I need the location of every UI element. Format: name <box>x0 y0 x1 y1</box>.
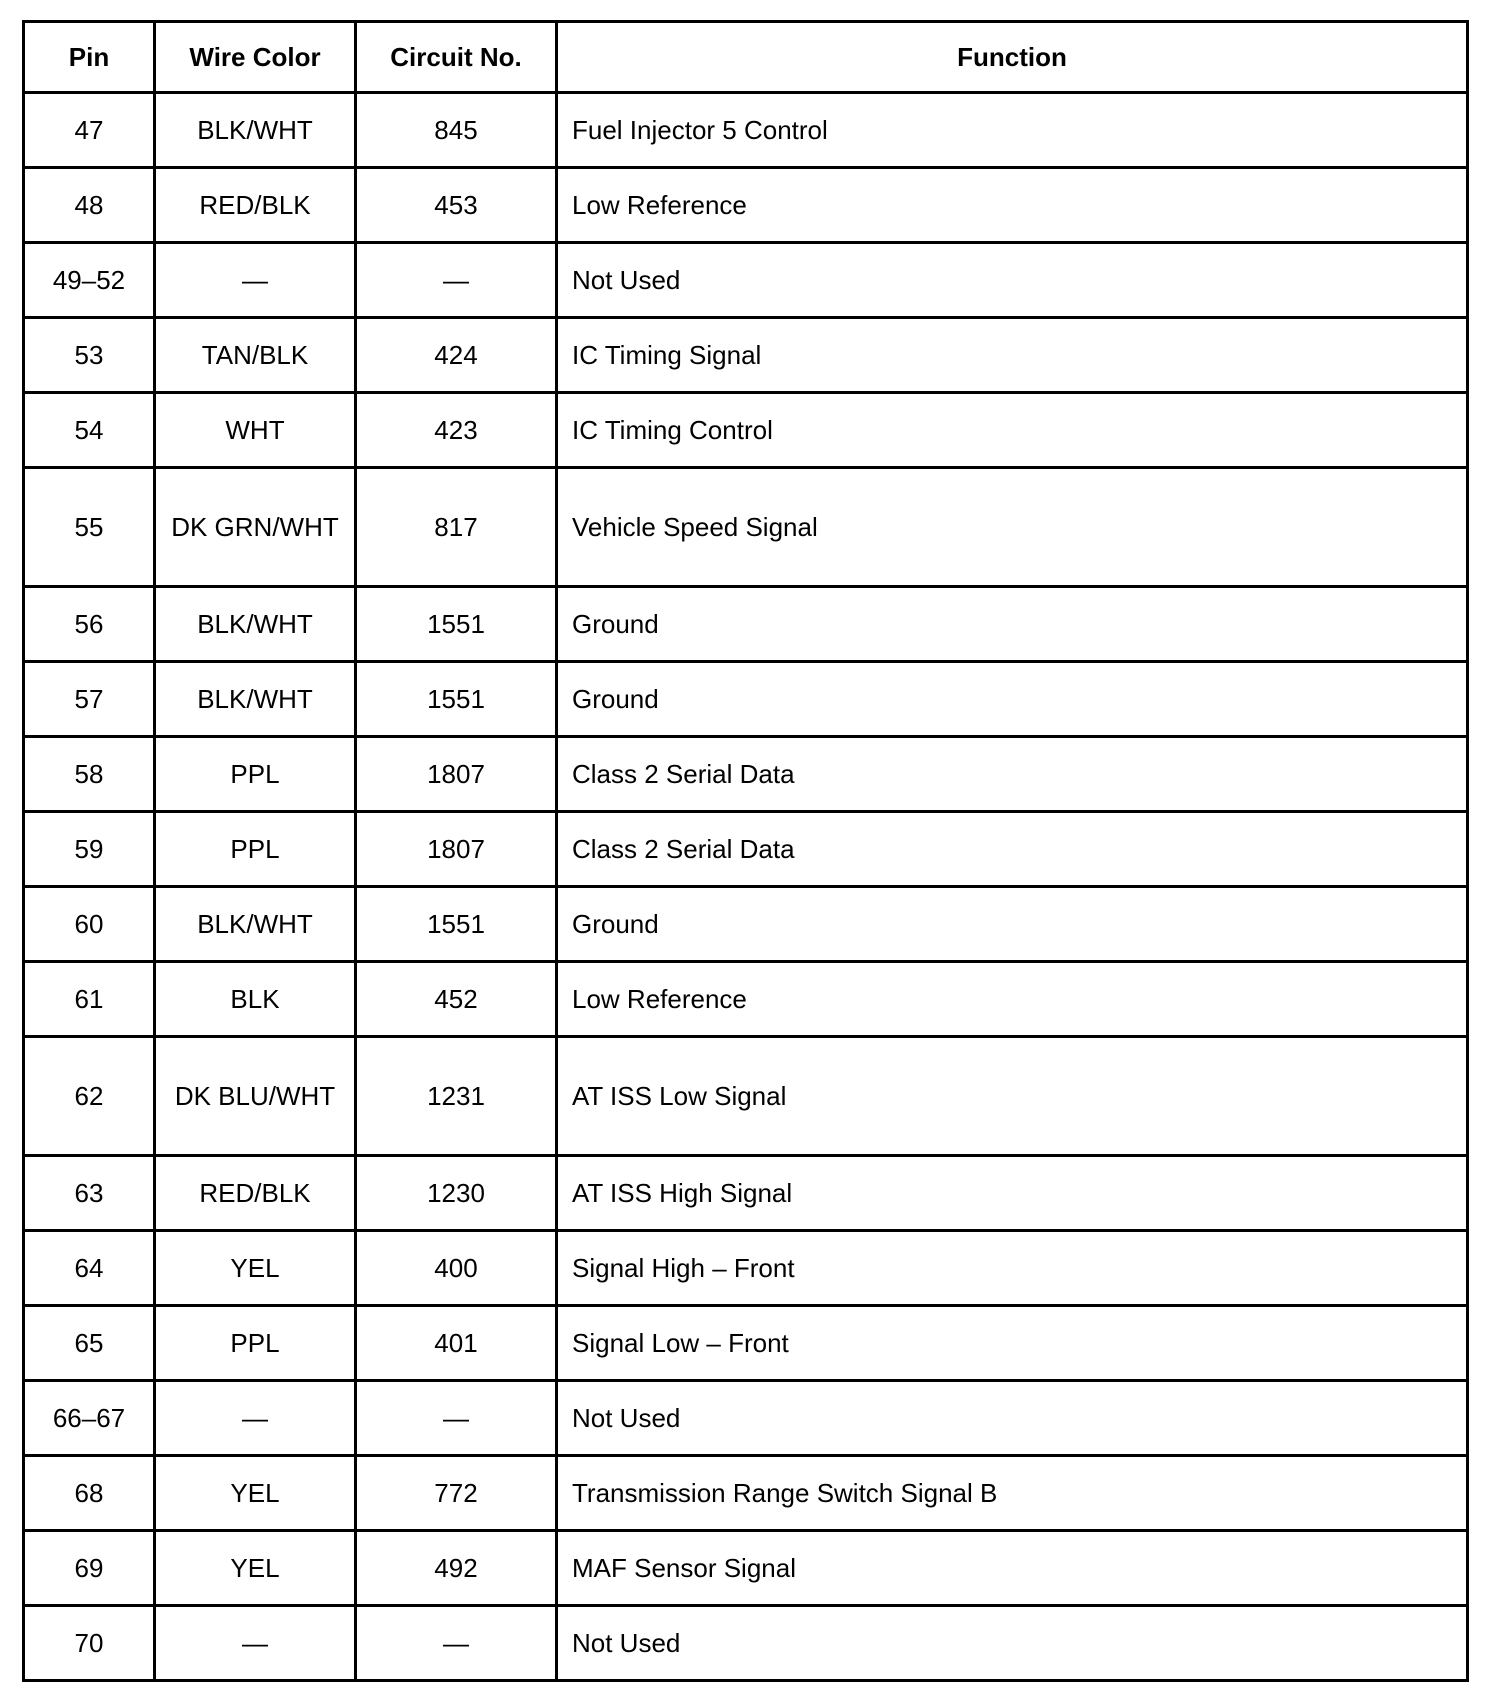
table-row <box>24 812 1468 887</box>
function-cell: Low Reference <box>557 168 1468 243</box>
pin-cell: 58 <box>24 737 155 812</box>
pin-cell: 64 <box>24 1231 155 1306</box>
function-cell: IC Timing Control <box>557 393 1468 468</box>
pin-cell: 69 <box>24 1531 155 1606</box>
function-cell: Low Reference <box>557 962 1468 1037</box>
table-row <box>24 1456 1468 1531</box>
function-cell: Signal High – Front <box>557 1231 1468 1306</box>
function-cell: AT ISS Low Signal <box>557 1037 1468 1156</box>
wire-color-cell: — <box>155 243 356 318</box>
function-cell: Class 2 Serial Data <box>557 812 1468 887</box>
function-cell: Not Used <box>557 243 1468 318</box>
circuit-no-cell: 817 <box>356 468 557 587</box>
table-row <box>24 587 1468 662</box>
wire-color-cell: — <box>155 1381 356 1456</box>
header-wire-color: Wire Color <box>155 22 356 93</box>
circuit-no-cell: 1230 <box>356 1156 557 1231</box>
table-row <box>24 662 1468 737</box>
table-row <box>24 737 1468 812</box>
function-cell: Vehicle Speed Signal <box>557 468 1468 587</box>
pin-cell: 49–52 <box>24 243 155 318</box>
circuit-no-cell: 453 <box>356 168 557 243</box>
pin-cell: 53 <box>24 318 155 393</box>
wire-color-cell: BLK <box>155 962 356 1037</box>
pin-cell: 70 <box>24 1606 155 1681</box>
wire-color-cell: RED/BLK <box>155 168 356 243</box>
table-row <box>24 1381 1468 1456</box>
circuit-no-cell: 400 <box>356 1231 557 1306</box>
circuit-no-cell: 1807 <box>356 737 557 812</box>
pin-cell: 61 <box>24 962 155 1037</box>
table-row <box>24 1606 1468 1681</box>
circuit-no-cell: — <box>356 1606 557 1681</box>
function-cell: Ground <box>557 887 1468 962</box>
circuit-no-cell: 492 <box>356 1531 557 1606</box>
table-row <box>24 887 1468 962</box>
function-cell: MAF Sensor Signal <box>557 1531 1468 1606</box>
wire-color-cell: PPL <box>155 1306 356 1381</box>
function-cell: IC Timing Signal <box>557 318 1468 393</box>
pin-cell: 59 <box>24 812 155 887</box>
function-cell: AT ISS High Signal <box>557 1156 1468 1231</box>
circuit-no-cell: 1807 <box>356 812 557 887</box>
circuit-no-cell: 1551 <box>356 887 557 962</box>
wire-color-cell: YEL <box>155 1231 356 1306</box>
table-body <box>24 93 1468 1681</box>
wire-color-cell: — <box>155 1606 356 1681</box>
pin-cell: 55 <box>24 468 155 587</box>
circuit-no-cell: — <box>356 243 557 318</box>
wire-color-cell: WHT <box>155 393 356 468</box>
wire-color-cell: TAN/BLK <box>155 318 356 393</box>
table-row <box>24 93 1468 168</box>
circuit-no-cell: 1231 <box>356 1037 557 1156</box>
table-row <box>24 318 1468 393</box>
circuit-no-cell: 423 <box>356 393 557 468</box>
circuit-no-cell: 424 <box>356 318 557 393</box>
header-function: Function <box>557 22 1468 93</box>
pin-cell: 57 <box>24 662 155 737</box>
circuit-no-cell: 401 <box>356 1306 557 1381</box>
table-row <box>24 1231 1468 1306</box>
function-cell: Fuel Injector 5 Control <box>557 93 1468 168</box>
header-pin: Pin <box>24 22 155 93</box>
circuit-no-cell: 772 <box>356 1456 557 1531</box>
table-row <box>24 393 1468 468</box>
wire-color-cell: BLK/WHT <box>155 93 356 168</box>
pin-cell: 65 <box>24 1306 155 1381</box>
function-cell: Not Used <box>557 1381 1468 1456</box>
table-row <box>24 243 1468 318</box>
circuit-no-cell: 452 <box>356 962 557 1037</box>
table-header <box>24 22 1468 93</box>
pin-cell: 62 <box>24 1037 155 1156</box>
table-row <box>24 1306 1468 1381</box>
wire-color-cell: PPL <box>155 737 356 812</box>
circuit-no-cell: — <box>356 1381 557 1456</box>
pin-cell: 68 <box>24 1456 155 1531</box>
table-row <box>24 1531 1468 1606</box>
table-row <box>24 1037 1468 1156</box>
pin-cell: 60 <box>24 887 155 962</box>
table-row <box>24 168 1468 243</box>
wire-color-cell: DK BLU/WHT <box>155 1037 356 1156</box>
function-cell: Signal Low – Front <box>557 1306 1468 1381</box>
function-cell: Class 2 Serial Data <box>557 737 1468 812</box>
header-row <box>24 22 1468 93</box>
function-cell: Ground <box>557 662 1468 737</box>
circuit-no-cell: 1551 <box>356 587 557 662</box>
connector-pinout-table <box>22 20 1469 1682</box>
wire-color-cell: YEL <box>155 1456 356 1531</box>
pin-cell: 66–67 <box>24 1381 155 1456</box>
table-row <box>24 962 1468 1037</box>
circuit-no-cell: 1551 <box>356 662 557 737</box>
wire-color-cell: RED/BLK <box>155 1156 356 1231</box>
wire-color-cell: YEL <box>155 1531 356 1606</box>
wire-color-cell: DK GRN/WHT <box>155 468 356 587</box>
pin-cell: 63 <box>24 1156 155 1231</box>
circuit-no-cell: 845 <box>356 93 557 168</box>
function-cell: Transmission Range Switch Signal B <box>557 1456 1468 1531</box>
pin-cell: 56 <box>24 587 155 662</box>
pin-cell: 48 <box>24 168 155 243</box>
header-circuit-no: Circuit No. <box>356 22 557 93</box>
table-row <box>24 1156 1468 1231</box>
wire-color-cell: BLK/WHT <box>155 662 356 737</box>
pin-cell: 54 <box>24 393 155 468</box>
wire-color-cell: PPL <box>155 812 356 887</box>
table-row <box>24 468 1468 587</box>
pin-cell: 47 <box>24 93 155 168</box>
wire-color-cell: BLK/WHT <box>155 887 356 962</box>
function-cell: Not Used <box>557 1606 1468 1681</box>
function-cell: Ground <box>557 587 1468 662</box>
wire-color-cell: BLK/WHT <box>155 587 356 662</box>
